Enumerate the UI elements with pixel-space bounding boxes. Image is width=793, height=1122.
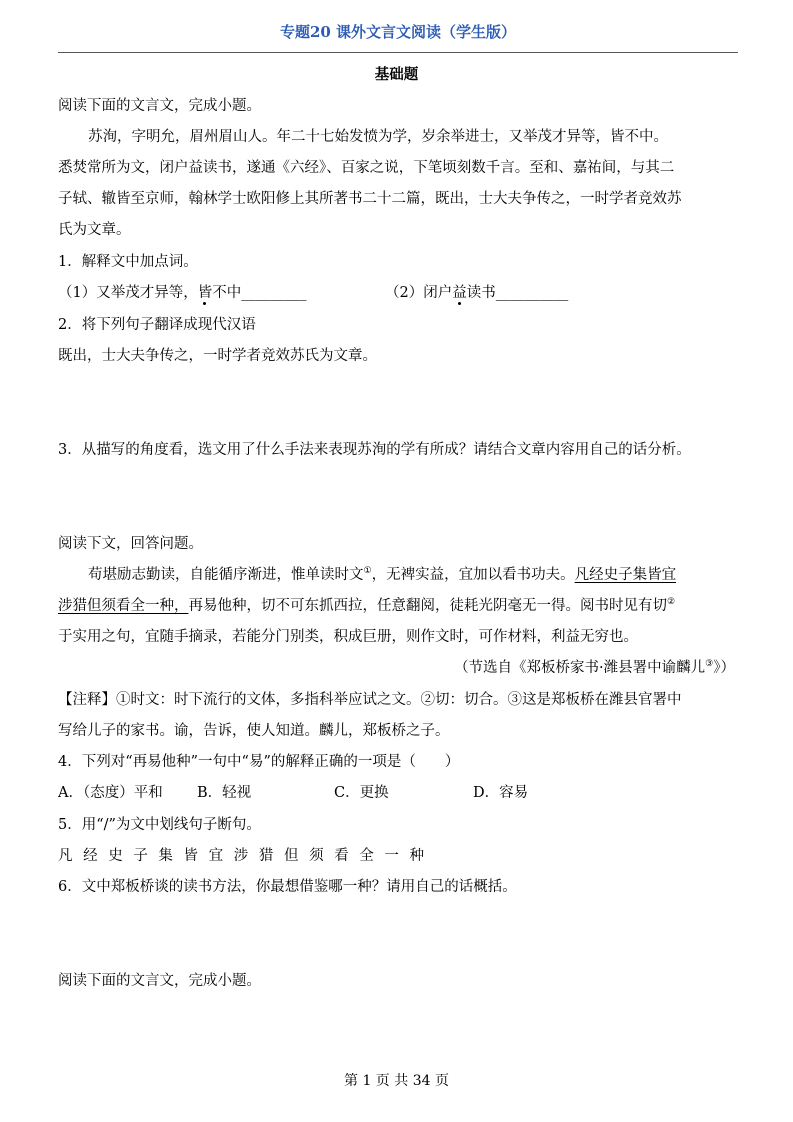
question-2-sentence: 既出，士大夫争传之，一时学者竞效苏氏为文章。 [58, 348, 377, 364]
footnote-ref-1: ① [363, 566, 372, 577]
option-b[interactable]: B．轻视 [197, 785, 252, 801]
page-header-title: 专题20 课外文言文阅读（学生版） [279, 23, 517, 41]
passage1-line: 子轼、辙皆至京师，翰林学士欧阳修上其所著书二十二篇，既出，士大夫争传之，一时学者竞效苏 [58, 191, 682, 207]
question-4-stem: 4．下列对“再易他种”一句中“易”的解释正确的一项是（ ） [58, 754, 460, 770]
q1a-answer-blank[interactable]: _________ [241, 285, 307, 301]
footnote-ref-2: ② [667, 597, 676, 608]
question-2-stem: 2．将下列句子翻译成现代汉语 [58, 317, 256, 333]
passage2-line-2 [58, 594, 675, 615]
passage2-note-2: 写给儿子的家书。谕，告诉，使人知道。麟儿，郑板桥之子。 [58, 723, 450, 739]
q1a-text-post: 不中 [212, 285, 242, 301]
question-3-stem: 3．从描写的角度看，选文用了什么手法来表现苏洵的学有所成？请结合文章内容用自己的话分析。 [58, 442, 691, 458]
option-c[interactable]: C．更换 [334, 785, 389, 801]
passage2-text: 苟堪励志勤读，自能循序渐进，惟单读时文 [88, 567, 364, 583]
footnote-ref-3: ③ [705, 659, 714, 670]
question-6-stem: 6．文中郑板桥谈的读书方法，你最想借鉴哪一种？请用自己的话概括。 [58, 879, 517, 895]
header-divider [58, 52, 738, 53]
page-footer: 第 1 页 共 34 页 [344, 1073, 449, 1089]
passage2-note-1: 【注释】①时文：时下流行的文体，多指科举应试之文。②切：切合。③这是郑板桥在潍县官署中 [58, 692, 682, 708]
q1b-text: （2）闭户 [385, 285, 453, 301]
passage2-line-3: 于实用之句，宜随手摘录，若能分门别类，积成巨册，则作文时，可作材料，利益无穷也。 [58, 629, 638, 645]
passage2-line-1 [88, 563, 676, 584]
q1b-dotted-word: 益 [452, 285, 467, 301]
source-text: （节选自《郑板桥家书·潍县署中谕麟儿 [454, 660, 706, 676]
passage2-intro: 阅读下文，回答问题。 [58, 536, 203, 552]
q1a-text: （1）又举茂才异等， [58, 285, 198, 301]
q1a-dotted-word: 皆 [197, 285, 213, 301]
passage2-source [454, 656, 735, 677]
source-text: 》） [713, 660, 735, 676]
question-5-stem: 5．用“/”为文中划线句子断句。 [58, 817, 261, 833]
section-title: 基础题 [374, 66, 419, 83]
passage1-line: 苏洵，字明允，眉州眉山人。年二十七始发愤为学，岁余举进士，又举茂才异等，皆不中。 [88, 129, 668, 145]
option-a[interactable]: A．（态度）平和 [58, 785, 163, 801]
underlined-sentence: 凡经史子集皆宜 [574, 567, 677, 583]
q1b-text-post: 读书 [466, 285, 496, 301]
passage2-text: 再易他种，切不可东抓西拉，任意翻阅，徒耗光阴毫无一得。阅书时见有切 [188, 598, 667, 614]
question-1-item-b [385, 281, 568, 302]
question-1-stem: 1．解释文中加点词。 [58, 254, 198, 270]
q1b-answer-blank[interactable]: __________ [495, 285, 569, 301]
underlined-sentence: 涉猎但须看全一种， [58, 598, 189, 614]
passage2-text: ，无裨实益，宜加以看书功夫。 [371, 567, 575, 583]
passage1-intro: 阅读下面的文言文，完成小题。 [58, 98, 261, 114]
passage3-intro: 阅读下面的文言文，完成小题。 [58, 973, 261, 989]
question-1-item-a [58, 281, 306, 302]
question-5-sentence: 凡 经 史 子 集 皆 宜 涉 猎 但 须 看 全 一 种 [58, 848, 428, 864]
passage1-line: 氏为文章。 [58, 222, 131, 238]
option-d[interactable]: D．容易 [473, 785, 529, 801]
passage1-line: 悉焚常所为文，闭户益读书，遂通《六经》、百家之说，下笔顷刻数千言。至和、嘉祐间，与其二 [58, 160, 675, 176]
